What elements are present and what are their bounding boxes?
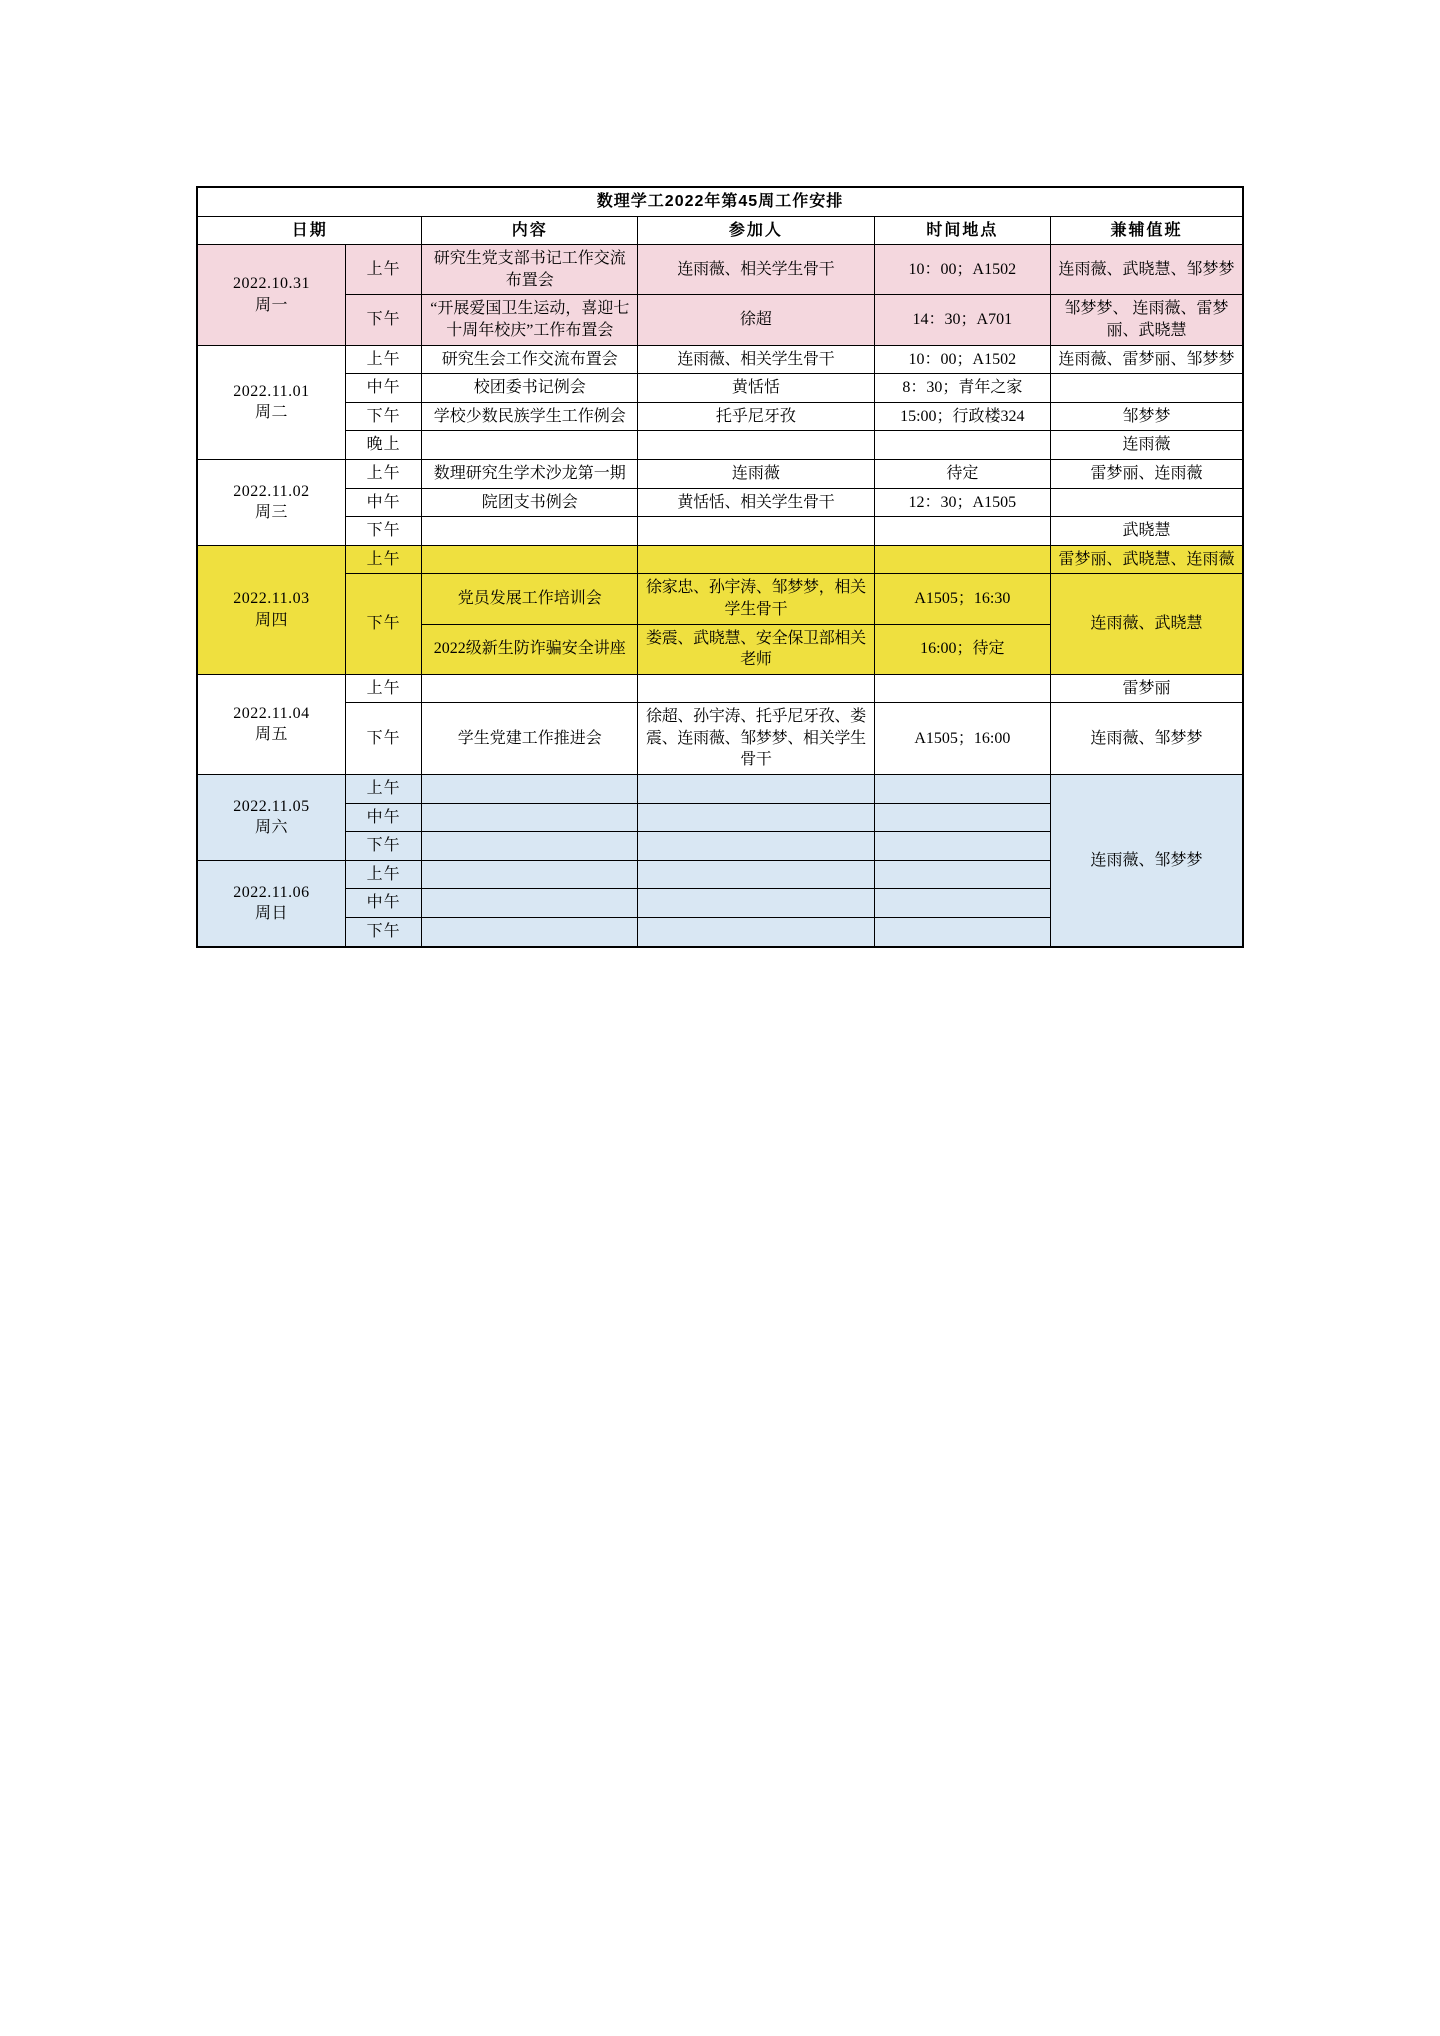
weekday-text: 周三 — [254, 504, 288, 522]
weekday-text: 周五 — [254, 726, 288, 744]
duty-cell: 雷梦丽、武晓慧、连雨薇 — [1050, 545, 1243, 574]
participants-cell: 徐超、孙宇涛、托乎尼牙孜、娄震、连雨薇、邹梦梦、相关学生骨干 — [638, 703, 875, 775]
table-row — [197, 295, 1243, 345]
time-place-cell — [874, 775, 1050, 804]
date-cell — [197, 245, 345, 345]
time-place-cell — [874, 431, 1050, 460]
duty-cell: 连雨薇、雷梦丽、邹梦梦 — [1050, 345, 1243, 374]
content-cell — [422, 674, 638, 703]
slot-cell: 中午 — [345, 488, 422, 517]
schedule-sheet — [196, 186, 1244, 948]
weekday-text: 周日 — [254, 905, 288, 923]
table-row — [197, 374, 1243, 403]
slot-cell: 上午 — [345, 674, 422, 703]
table-row — [197, 674, 1243, 703]
participants-cell — [638, 803, 875, 832]
slot-cell: 下午 — [345, 295, 422, 345]
date-text: 2022.11.01 — [233, 382, 310, 400]
page-title: 数理学工2022年第45周工作安排 — [197, 187, 1243, 216]
participants-cell — [638, 832, 875, 861]
duty-cell: 连雨薇、邹梦梦 — [1050, 775, 1243, 947]
content-cell — [422, 517, 638, 546]
duty-cell: 邹梦梦 — [1050, 402, 1243, 431]
content-cell: 校团委书记例会 — [422, 374, 638, 403]
participants-cell: 连雨薇 — [638, 459, 875, 488]
participants-cell — [638, 775, 875, 804]
content-cell: 学生党建工作推进会 — [422, 703, 638, 775]
content-cell — [422, 545, 638, 574]
date-cell — [197, 775, 345, 861]
slot-cell: 中午 — [345, 374, 422, 403]
date-text: 2022.11.03 — [233, 590, 310, 608]
content-cell: “开展爱国卫生运动，喜迎七十周年校庆”工作布置会 — [422, 295, 638, 345]
time-place-cell — [874, 918, 1050, 947]
slot-cell: 下午 — [345, 918, 422, 947]
weekday-text: 周六 — [254, 819, 288, 837]
duty-cell: 连雨薇、武晓慧 — [1050, 574, 1243, 674]
header-time-place: 时间地点 — [874, 216, 1050, 245]
time-place-cell: 10：00；A1502 — [874, 345, 1050, 374]
slot-cell: 下午 — [345, 574, 422, 674]
participants-cell: 徐家忠、孙宇涛、邹梦梦，相关学生骨干 — [638, 574, 875, 624]
content-cell: 学校少数民族学生工作例会 — [422, 402, 638, 431]
weekday-text: 周四 — [254, 611, 288, 629]
weekly-schedule-table — [196, 186, 1244, 948]
time-place-cell: 待定 — [874, 459, 1050, 488]
table-row — [197, 345, 1243, 374]
table-row — [197, 574, 1243, 624]
duty-cell — [1050, 374, 1243, 403]
table-row — [197, 488, 1243, 517]
participants-cell — [638, 545, 875, 574]
content-cell: 研究生会工作交流布置会 — [422, 345, 638, 374]
date-cell — [197, 860, 345, 946]
content-cell — [422, 860, 638, 889]
content-cell: 院团支书例会 — [422, 488, 638, 517]
time-place-cell — [874, 889, 1050, 918]
participants-cell: 黄恬恬、相关学生骨干 — [638, 488, 875, 517]
time-place-cell — [874, 545, 1050, 574]
participants-cell: 娄震、武晓慧、安全保卫部相关老师 — [638, 624, 875, 674]
participants-cell — [638, 860, 875, 889]
time-place-cell: 16:00；待定 — [874, 624, 1050, 674]
participants-cell — [638, 431, 875, 460]
header-participants: 参加人 — [638, 216, 875, 245]
time-place-cell — [874, 674, 1050, 703]
slot-cell: 下午 — [345, 402, 422, 431]
date-text: 2022.11.04 — [233, 704, 310, 722]
table-row — [197, 517, 1243, 546]
table-title-row — [197, 187, 1243, 216]
time-place-cell: 15:00；行政楼324 — [874, 402, 1050, 431]
time-place-cell: A1505；16:00 — [874, 703, 1050, 775]
table-header-row — [197, 216, 1243, 245]
time-place-cell — [874, 832, 1050, 861]
participants-cell: 徐超 — [638, 295, 875, 345]
date-cell — [197, 345, 345, 459]
slot-cell: 上午 — [345, 545, 422, 574]
slot-cell: 下午 — [345, 832, 422, 861]
slot-cell: 上午 — [345, 860, 422, 889]
content-cell — [422, 832, 638, 861]
slot-cell: 中午 — [345, 803, 422, 832]
content-cell — [422, 889, 638, 918]
time-place-cell — [874, 803, 1050, 832]
table-row — [197, 459, 1243, 488]
duty-cell: 武晓慧 — [1050, 517, 1243, 546]
date-text: 2022.11.05 — [233, 797, 310, 815]
participants-cell — [638, 918, 875, 947]
table-row — [197, 775, 1243, 804]
time-place-cell — [874, 517, 1050, 546]
participants-cell — [638, 517, 875, 546]
time-place-cell: 10：00；A1502 — [874, 245, 1050, 295]
weekday-text: 周二 — [254, 404, 288, 422]
content-cell: 党员发展工作培训会 — [422, 574, 638, 624]
time-place-cell: 12：30；A1505 — [874, 488, 1050, 517]
content-cell: 研究生党支部书记工作交流布置会 — [422, 245, 638, 295]
duty-cell: 雷梦丽 — [1050, 674, 1243, 703]
date-text: 2022.11.02 — [233, 482, 310, 500]
slot-cell: 上午 — [345, 459, 422, 488]
duty-cell: 连雨薇、邹梦梦 — [1050, 703, 1243, 775]
duty-cell: 连雨薇 — [1050, 431, 1243, 460]
time-place-cell: 8：30；青年之家 — [874, 374, 1050, 403]
slot-cell: 上午 — [345, 345, 422, 374]
content-cell — [422, 918, 638, 947]
date-cell — [197, 674, 345, 774]
participants-cell: 黄恬恬 — [638, 374, 875, 403]
duty-cell: 邹梦梦、 连雨薇、雷梦丽、武晓慧 — [1050, 295, 1243, 345]
participants-cell: 连雨薇、相关学生骨干 — [638, 245, 875, 295]
duty-cell: 连雨薇、武晓慧、邹梦梦 — [1050, 245, 1243, 295]
content-cell — [422, 803, 638, 832]
participants-cell — [638, 889, 875, 918]
slot-cell: 中午 — [345, 889, 422, 918]
duty-cell: 雷梦丽、连雨薇 — [1050, 459, 1243, 488]
date-text: 2022.11.06 — [233, 883, 310, 901]
content-cell: 数理研究生学术沙龙第一期 — [422, 459, 638, 488]
content-cell — [422, 431, 638, 460]
table-row — [197, 431, 1243, 460]
table-row — [197, 402, 1243, 431]
slot-cell: 下午 — [345, 517, 422, 546]
table-row — [197, 545, 1243, 574]
time-place-cell: 14：30；A701 — [874, 295, 1050, 345]
participants-cell: 托乎尼牙孜 — [638, 402, 875, 431]
content-cell — [422, 775, 638, 804]
time-place-cell: A1505；16:30 — [874, 574, 1050, 624]
participants-cell: 连雨薇、相关学生骨干 — [638, 345, 875, 374]
date-cell — [197, 459, 345, 545]
slot-cell: 下午 — [345, 703, 422, 775]
content-cell: 2022级新生防诈骗安全讲座 — [422, 624, 638, 674]
time-place-cell — [874, 860, 1050, 889]
date-text: 2022.10.31 — [232, 275, 310, 293]
header-date: 日期 — [197, 216, 422, 245]
slot-cell: 上午 — [345, 245, 422, 295]
table-row — [197, 245, 1243, 295]
duty-cell — [1050, 488, 1243, 517]
table-row — [197, 703, 1243, 775]
header-duty: 兼辅值班 — [1050, 216, 1243, 245]
weekday-text: 周一 — [254, 296, 288, 314]
slot-cell: 晚上 — [345, 431, 422, 460]
slot-cell: 上午 — [345, 775, 422, 804]
header-content: 内容 — [422, 216, 638, 245]
date-cell — [197, 545, 345, 674]
participants-cell — [638, 674, 875, 703]
